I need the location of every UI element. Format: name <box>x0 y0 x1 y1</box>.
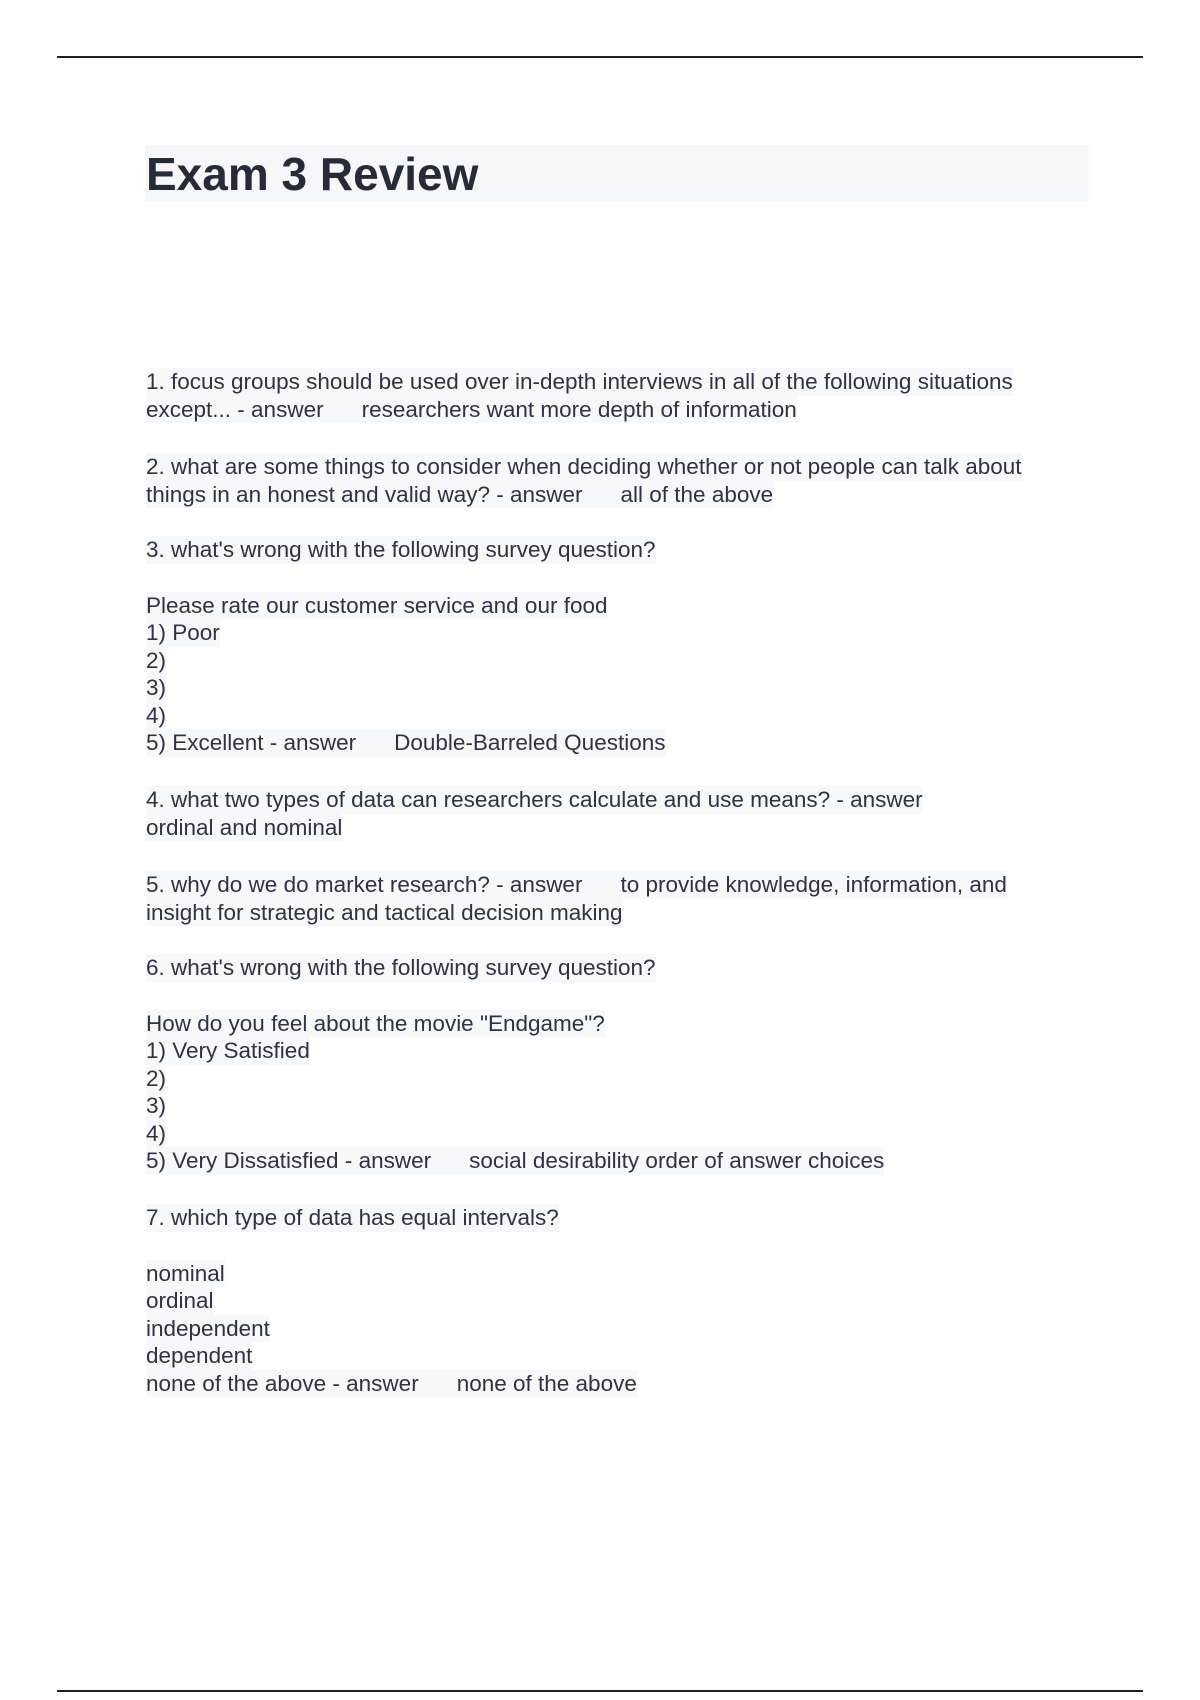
question-5-line-1 <box>146 871 1007 899</box>
question-6-prompt-end: 5) Very Dissatisfied - answer <box>146 1148 432 1173</box>
question-4 <box>146 786 923 841</box>
question-6-line-3: How do you feel about the movie "Endgame"? <box>146 1010 605 1036</box>
question-2-line-2 <box>146 481 773 509</box>
question-1 <box>146 368 1013 423</box>
question-3-line-3: Please rate our customer service and our food <box>146 592 608 618</box>
question-1-line-1: 1. focus groups should be used over in-depth interviews in all of the following situations <box>146 369 1013 394</box>
question-3-line-1: 3. what's wrong with the following survey question? <box>146 537 656 562</box>
question-3-prompt-end: 5) Excellent - answer <box>146 730 357 755</box>
question-5-prompt: 5. why do we do market research? - answer <box>146 872 583 897</box>
question-1-line-2 <box>146 396 797 424</box>
bottom-rule <box>57 1690 1143 1692</box>
question-6-line-4: 1) Very Satisfied <box>146 1038 310 1063</box>
question-3-line-6: 3) <box>146 675 167 700</box>
question-6-answer: social desirability order of answer choices <box>469 1148 885 1173</box>
question-3 <box>146 536 666 757</box>
question-2-line-1: 2. what are some things to consider when deciding whether or not people can talk about <box>146 454 1022 479</box>
question-3-answer: Double-Barreled Questions <box>394 730 666 755</box>
question-7-line-3: nominal <box>146 1260 225 1286</box>
question-2-answer: all of the above <box>620 481 774 507</box>
question-6-line-1: 6. what's wrong with the following survey question? <box>146 955 656 980</box>
question-7-line-6: dependent <box>146 1343 253 1368</box>
question-6-line-5: 2) <box>146 1065 167 1091</box>
question-1-answer: researchers want more depth of information <box>361 396 797 422</box>
question-7-line-4: ordinal <box>146 1288 214 1313</box>
page-title: Exam 3 Review <box>146 148 479 200</box>
question-6 <box>146 954 884 1175</box>
question-3-line-5: 2) <box>146 647 167 673</box>
question-1-prompt-end: except... - answer <box>146 396 324 422</box>
question-6-line-7: 4) <box>146 1120 167 1146</box>
top-rule <box>57 56 1143 58</box>
question-2-prompt-end: things in an honest and valid way? - answer <box>146 481 583 507</box>
question-3-line-4: 1) Poor <box>146 620 220 645</box>
question-3-line-7: 4) <box>146 702 167 728</box>
question-4-line-2: ordinal and nominal <box>146 814 343 840</box>
question-4-line-1: 4. what two types of data can researchers calculate and use means? - answer <box>146 787 923 812</box>
question-7-prompt-end: none of the above - answer <box>146 1370 419 1396</box>
question-7-line-1: 7. which type of data has equal intervals? <box>146 1205 559 1230</box>
question-3-line-8 <box>146 729 666 757</box>
question-5 <box>146 871 1007 926</box>
question-7-answer: none of the above <box>456 1370 637 1396</box>
question-6-line-6: 3) <box>146 1093 167 1118</box>
question-2 <box>146 453 1022 508</box>
question-7 <box>146 1204 637 1397</box>
question-7-line-7 <box>146 1370 637 1398</box>
question-5-line-2: insight for strategic and tactical decision making <box>146 899 623 925</box>
question-7-line-5: independent <box>146 1315 270 1341</box>
question-5-answer: to provide knowledge, information, and <box>620 872 1007 897</box>
question-6-line-8 <box>146 1147 884 1175</box>
